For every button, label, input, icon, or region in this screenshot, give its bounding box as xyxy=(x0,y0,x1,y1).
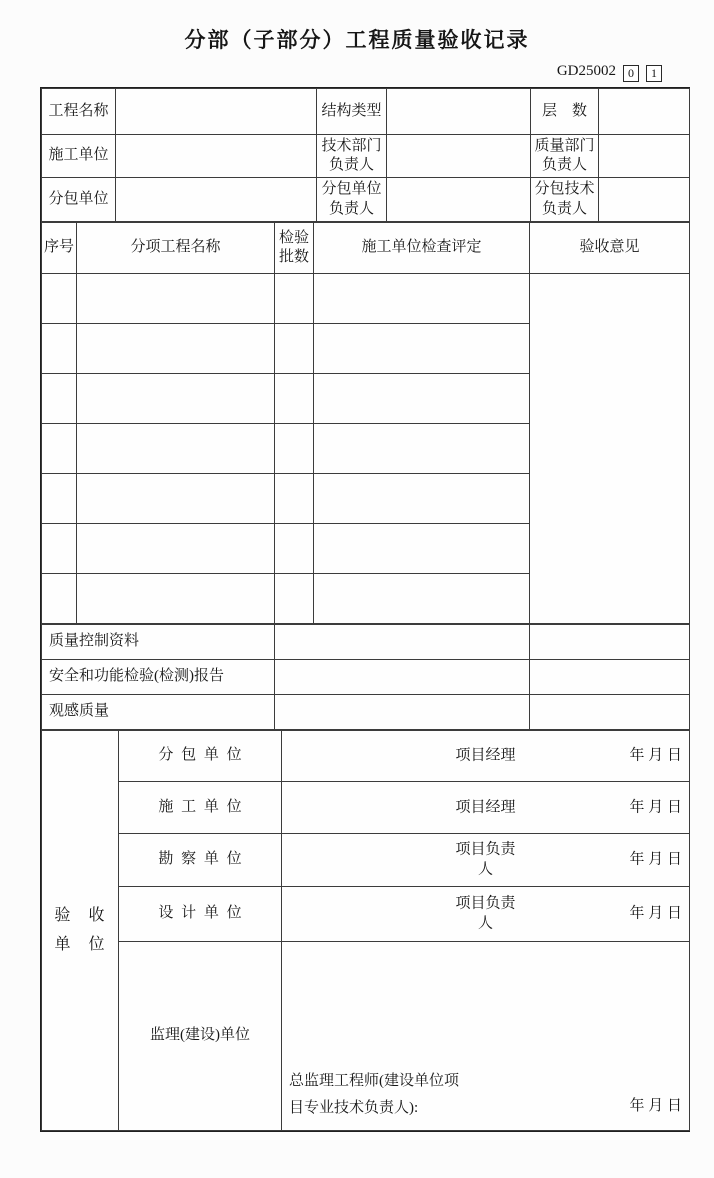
inspection-batches-header xyxy=(275,223,314,274)
sub-item-name-header: 分项工程名称 xyxy=(77,223,275,274)
construction-unit-sign-label: 施 工 单 位 xyxy=(119,782,282,834)
contractor-evaluation-header: 施工单位检查评定 xyxy=(314,223,530,274)
item-seq-cell xyxy=(42,324,77,374)
subcontract-tech-head-value xyxy=(599,178,690,222)
technical-dept-head-value xyxy=(387,135,531,178)
project-info-table xyxy=(41,88,690,222)
structure-type-value xyxy=(387,89,531,135)
item-name-cell xyxy=(77,324,275,374)
item-batch-cell xyxy=(275,424,314,474)
label-line: 单 位 xyxy=(54,935,106,953)
item-name-cell xyxy=(77,424,275,474)
subcontract-tech-head-label xyxy=(531,178,599,222)
acceptance-opinion-header: 验收意见 xyxy=(530,223,690,274)
label-line: 分包技术 xyxy=(534,181,595,197)
quality-dept-head-label xyxy=(531,135,599,178)
item-name-cell xyxy=(77,474,275,524)
label-line: 验 收 xyxy=(54,906,106,924)
design-unit-sign-label: 设 计 单 位 xyxy=(119,887,282,942)
acceptance-record-form xyxy=(40,87,690,1132)
item-name-cell xyxy=(77,574,275,624)
appearance-quality-label: 观感质量 xyxy=(42,695,275,730)
table-row xyxy=(42,660,690,695)
quality-dept-head-value xyxy=(599,135,690,178)
label-line: 质量部门 xyxy=(534,137,595,154)
construction-unit-value xyxy=(116,135,317,178)
table-row xyxy=(42,731,690,782)
table-header-row xyxy=(42,223,690,274)
safety-function-report-check-cell xyxy=(275,660,530,695)
label-line: 负责人 xyxy=(328,157,374,173)
date-placeholder: 年 月 日 xyxy=(629,851,682,868)
construction-unit-label: 施工单位 xyxy=(42,135,116,178)
subcontract-head-label xyxy=(317,178,387,222)
item-evaluation-cell xyxy=(314,524,530,574)
quality-control-docs-check-cell xyxy=(275,625,530,660)
signer-line: 项目经理 xyxy=(455,798,516,815)
signer-title xyxy=(282,746,689,766)
table-row xyxy=(42,834,690,887)
table-row xyxy=(42,782,690,834)
item-evaluation-cell xyxy=(314,574,530,624)
summary-table xyxy=(41,624,690,730)
quality-control-docs-label: 质量控制资料 xyxy=(42,625,275,660)
signer-line: 人 xyxy=(477,915,493,931)
item-seq-cell xyxy=(42,374,77,424)
sub-items-table xyxy=(41,222,690,624)
item-batch-cell xyxy=(275,324,314,374)
table-row xyxy=(42,274,690,324)
project-name-value xyxy=(116,89,317,135)
acceptance-unit-group-label xyxy=(42,731,119,1131)
form-code-line xyxy=(40,63,688,82)
label-line: 负责人 xyxy=(328,200,374,217)
signer-line: 项目经理 xyxy=(455,747,516,764)
item-name-cell xyxy=(77,524,275,574)
subcontract-unit-signature-cell xyxy=(282,731,690,782)
appearance-quality-check-cell xyxy=(275,695,530,730)
table-row xyxy=(42,625,690,660)
item-evaluation-cell xyxy=(314,374,530,424)
item-batch-cell xyxy=(275,374,314,424)
appearance-quality-opinion-cell xyxy=(530,695,690,730)
item-batch-cell xyxy=(275,474,314,524)
item-evaluation-cell xyxy=(314,474,530,524)
signer-line: 项目负责 xyxy=(455,841,516,858)
supervision-unit-sign-label: 监理(建设)单位 xyxy=(119,942,282,1131)
label-line: 分包单位 xyxy=(321,181,382,197)
structure-type-label xyxy=(317,89,387,135)
table-row xyxy=(42,89,690,135)
acceptance-signatures-table xyxy=(41,730,690,1131)
signer-line: 人 xyxy=(477,861,493,877)
survey-unit-sign-label: 勘 察 单 位 xyxy=(119,834,282,887)
acceptance-opinion-cell xyxy=(530,274,690,624)
item-evaluation-cell xyxy=(314,324,530,374)
subcontract-head-value xyxy=(387,178,531,222)
subcontract-unit-sign-label: 分 包 单 位 xyxy=(119,731,282,782)
page-title: 分部（子部分）工程质量验收记录 xyxy=(184,28,530,52)
signer-line: 目专业技术负责人): xyxy=(289,1100,419,1116)
label-line: 结构类型 xyxy=(321,102,382,119)
safety-function-report-opinion-cell xyxy=(530,660,690,695)
date-placeholder: 年 月 日 xyxy=(629,1097,682,1114)
floor-count-value xyxy=(599,89,690,135)
label-line: 技术部门 xyxy=(321,137,382,154)
project-name-label: 工程名称 xyxy=(42,89,116,135)
date-placeholder: 年 月 日 xyxy=(629,905,682,922)
floor-count-label xyxy=(531,89,599,135)
item-batch-cell xyxy=(275,274,314,324)
item-batch-cell xyxy=(275,524,314,574)
signer-line: 总监理工程师(建设单位项 xyxy=(289,1073,459,1089)
label-line: 批数 xyxy=(278,249,309,265)
label-line: 检验 xyxy=(278,229,309,246)
form-code: GD25002 xyxy=(556,63,616,79)
item-name-cell xyxy=(77,274,275,324)
signer-title xyxy=(282,798,689,818)
label-line: 负责人 xyxy=(541,157,587,173)
subcontract-unit-label: 分包单位 xyxy=(42,178,116,222)
seq-header: 序号 xyxy=(42,223,77,274)
table-row xyxy=(42,695,690,730)
survey-unit-signature-cell xyxy=(282,834,690,887)
item-evaluation-cell xyxy=(314,424,530,474)
signer-title xyxy=(289,1068,529,1122)
item-seq-cell xyxy=(42,524,77,574)
item-seq-cell xyxy=(42,274,77,324)
table-row xyxy=(42,178,690,222)
signer-title xyxy=(282,895,689,934)
label-line: 层 数 xyxy=(541,102,587,119)
technical-dept-head-label xyxy=(317,135,387,178)
item-batch-cell xyxy=(275,574,314,624)
item-evaluation-cell xyxy=(314,274,530,324)
signer-line: 项目负责 xyxy=(455,895,516,912)
item-seq-cell xyxy=(42,574,77,624)
quality-control-docs-opinion-cell xyxy=(530,625,690,660)
item-seq-cell xyxy=(42,474,77,524)
item-name-cell xyxy=(77,374,275,424)
supervision-unit-signature-cell xyxy=(282,942,690,1131)
table-row xyxy=(42,135,690,178)
form-code-box-1: 0 xyxy=(623,65,639,82)
date-placeholder: 年 月 日 xyxy=(629,747,682,764)
item-seq-cell xyxy=(42,424,77,474)
subcontract-unit-value xyxy=(116,178,317,222)
signer-title xyxy=(282,841,689,880)
construction-unit-signature-cell xyxy=(282,782,690,834)
label-line: 负责人 xyxy=(541,200,587,217)
date-placeholder: 年 月 日 xyxy=(629,798,682,815)
form-code-box-2: 1 xyxy=(646,65,662,82)
table-row xyxy=(42,887,690,942)
design-unit-signature-cell xyxy=(282,887,690,942)
safety-function-report-label: 安全和功能检验(检测)报告 xyxy=(42,660,275,695)
table-row xyxy=(42,942,690,1131)
